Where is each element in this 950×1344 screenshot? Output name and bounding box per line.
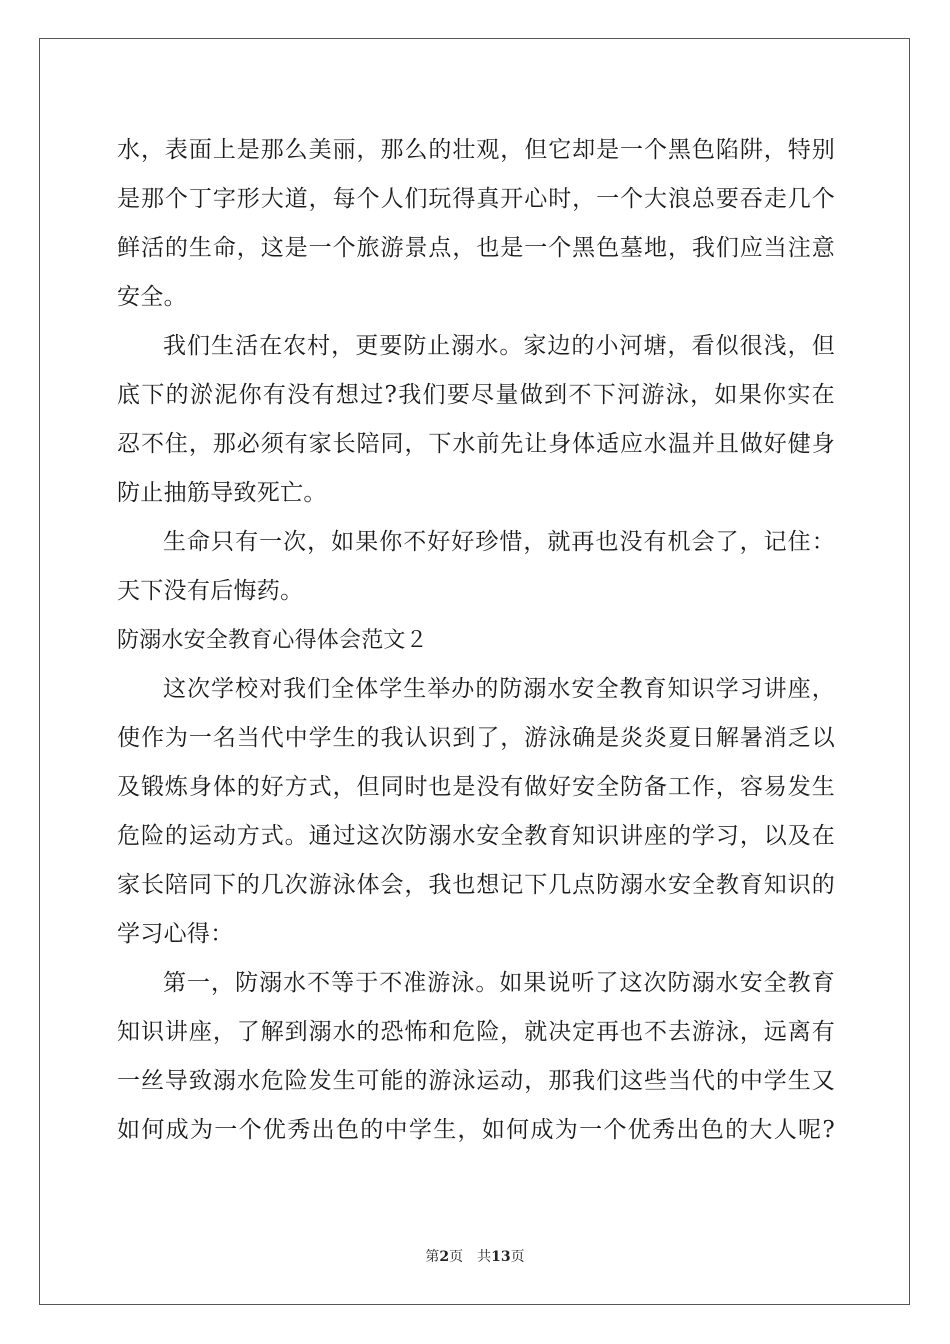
text-line: 是那个丁字形大道，每个人们玩得真开心时，一个大浪总要吞走几个 (117, 186, 835, 212)
text-line: 我们生活在农村，更要防止溺水。家边的小河塘，看似很浅，但 (163, 333, 835, 359)
section-heading: 防溺水安全教育心得体会范文２ (117, 628, 428, 653)
page-mid: 页 共 (449, 1249, 492, 1265)
text-line: 知识讲座，了解到溺水的恐怖和危险，就决定再也不去游泳，远离有 (117, 1019, 835, 1045)
page-footer (0, 1246, 950, 1266)
text-line: 忍不住，那必须有家长陪同，下水前先让身体适应水温并且做好健身 (117, 431, 835, 457)
text-line: 家长陪同下的几次游泳体会，我也想记下几点防溺水安全教育知识的 (117, 872, 835, 898)
total-pages: 13 (491, 1249, 511, 1265)
page-prefix: 第 (425, 1249, 440, 1265)
text-line: 危险的运动方式。通过这次防溺水安全教育知识讲座的学习，以及在 (117, 823, 835, 849)
text-line: 学习心得： (117, 921, 234, 947)
text-line: 安全。 (117, 284, 187, 310)
text-line: 防止抽筋导致死亡。 (117, 480, 327, 506)
text-line: 一丝导致溺水危险发生可能的游泳运动，那我们这些当代的中学生又 (117, 1068, 835, 1094)
text-line: 底下的淤泥你有没有想过?我们要尽量做到不下河游泳，如果你实在 (117, 382, 835, 408)
text-line: 这次学校对我们全体学生举办的防溺水安全教育知识学习讲座， (163, 676, 835, 702)
page-suffix: 页 (510, 1249, 525, 1265)
text-line: 水，表面上是那么美丽，那么的壮观，但它却是一个黑色陷阱，特别 (117, 137, 835, 163)
text-line: 使作为一名当代中学生的我认识到了，游泳确是炎炎夏日解暑消乏以 (117, 725, 835, 751)
text-line: 生命只有一次，如果你不好好珍惜，就再也没有机会了，记住： (163, 529, 835, 555)
text-line: 如何成为一个优秀出色的中学生，如何成为一个优秀出色的大人呢? (117, 1117, 835, 1143)
text-line: 第一，防溺水不等于不准游泳。如果说听了这次防溺水安全教育 (163, 970, 835, 996)
text-line: 天下没有后悔药。 (117, 578, 304, 604)
page-number: 2 (439, 1249, 450, 1265)
text-line: 鲜活的生命，这是一个旅游景点，也是一个黑色墓地，我们应当注意 (117, 235, 835, 261)
text-line: 及锻炼身体的好方式，但同时也是没有做好安全防备工作，容易发生 (117, 774, 835, 800)
document-body (117, 126, 835, 1155)
